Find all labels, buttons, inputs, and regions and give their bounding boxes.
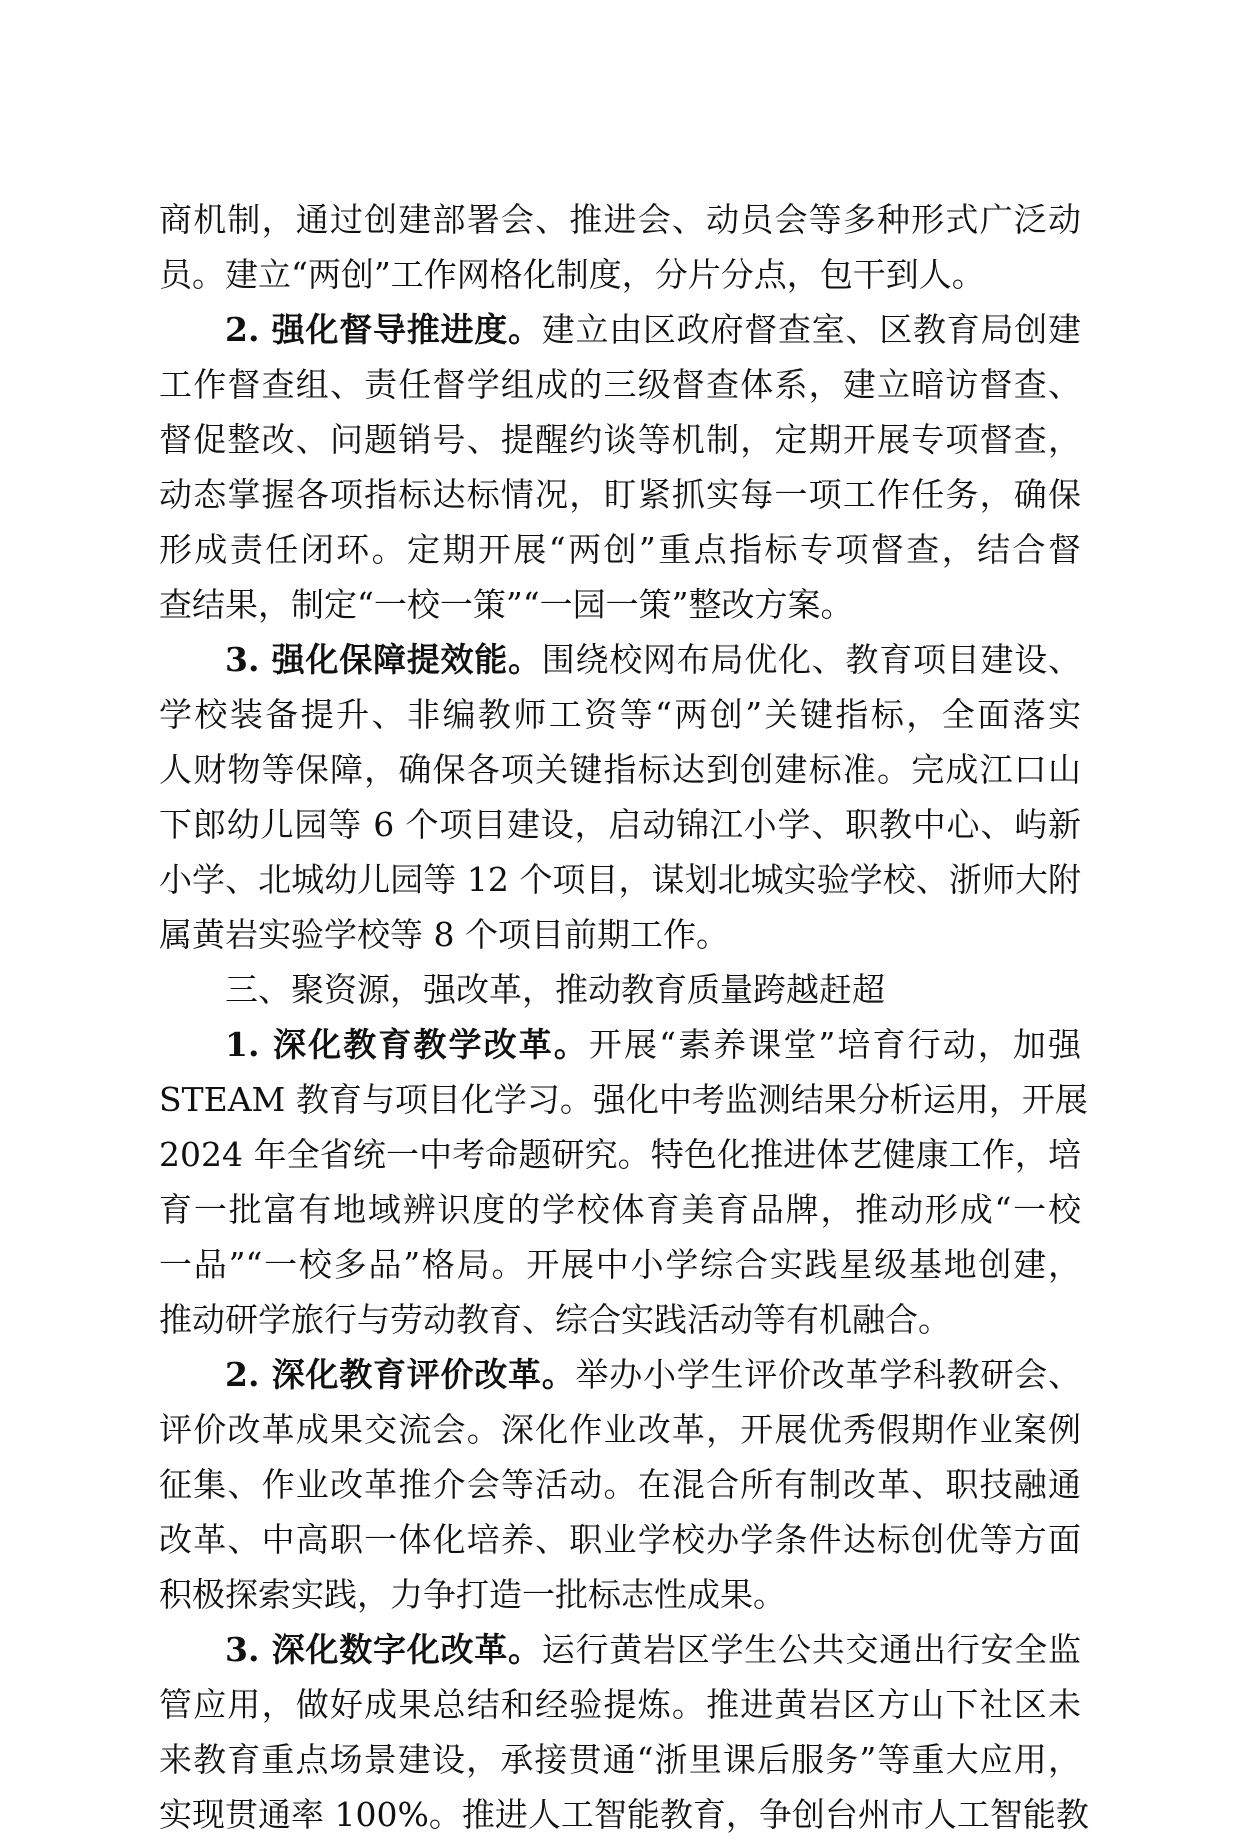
text-line: 小学、北城幼儿园等 12 个项目，谋划北城实验学校、浙师大附 (159, 860, 1081, 899)
text-line: 管应用，做好成果总结和经验提炼。推进黄岩区方山下社区未 (159, 1685, 1081, 1724)
text-line: 学校装备提升、非编教师工资等“两创”关键指标，全面落实 (159, 695, 1081, 734)
text-line: 积极探索实践，力争打造一批标志性成果。 (159, 1575, 786, 1614)
text-line (159, 632, 1081, 687)
paragraph-lead: 3. 深化数字化改革。 (225, 1630, 542, 1669)
text-line: 来教育重点场景建设，承接贯通“浙里课后服务”等重大应用， (159, 1740, 1081, 1779)
text-line: 一品”“一校多品”格局。开展中小学综合实践星级基地创建， (159, 1245, 1081, 1284)
text-line: 下郎幼儿园等 6 个项目建设，启动锦江小学、职教中心、屿新 (159, 805, 1081, 844)
paragraph-text: 举办小学生评价改革学科教研会、 (575, 1355, 1081, 1394)
document-page (159, 192, 1089, 1842)
section-heading: 三、聚资源，强改革，推动教育质量跨越赶超 (225, 970, 885, 1009)
text-line: 推动研学旅行与劳动教育、综合实践活动等有机融合。 (159, 1300, 951, 1339)
text-line (159, 302, 1081, 357)
text-line (159, 1347, 1081, 1402)
text-line: 查结果，制定“一校一策”“一园一策”整改方案。 (159, 585, 854, 624)
text-line: 工作督查组、责任督学组成的三级督查体系，建立暗访督查、 (159, 365, 1081, 404)
text-line: 动态掌握各项指标达标情况，盯紧抓实每一项工作任务，确保 (159, 475, 1081, 514)
text-line: 2024 年全省统一中考命题研究。特色化推进体艺健康工作，培 (159, 1135, 1081, 1174)
text-line: 实现贯通率 100%。推进人工智能教育，争创台州市人工智能教 (159, 1795, 1089, 1834)
text-line: 人财物等保障，确保各项关键指标达到创建标准。完成江口山 (159, 750, 1081, 789)
text-line: 督促整改、问题销号、提醒约谈等机制，定期开展专项督查， (159, 420, 1081, 459)
text-line: 形成责任闭环。定期开展“两创”重点指标专项督查，结合督 (159, 530, 1081, 569)
text-line: 评价改革成果交流会。深化作业改革，开展优秀假期作业案例 (159, 1410, 1081, 1449)
text-line (159, 1622, 1081, 1677)
text-line: 改革、中高职一体化培养、职业学校办学条件达标创优等方面 (159, 1520, 1081, 1559)
paragraph-lead: 2. 深化教育评价改革。 (225, 1355, 576, 1394)
paragraph-lead: 2. 强化督导推进度。 (225, 310, 542, 349)
text-line: 商机制，通过创建部署会、推进会、动员会等多种形式广泛动 (159, 200, 1081, 239)
text-line: STEAM 教育与项目化学习。强化中考监测结果分析运用，开展 (159, 1080, 1088, 1119)
text-line: 征集、作业改革推介会等活动。在混合所有制改革、职技融通 (159, 1465, 1081, 1504)
paragraph-text: 运行黄岩区学生公共交通出行安全监 (541, 1630, 1081, 1669)
paragraph-lead: 3. 强化保障提效能。 (225, 640, 542, 679)
text-line: 员。建立“两创”工作网格化制度，分片分点，包干到人。 (159, 255, 985, 294)
text-line (159, 1017, 1081, 1072)
paragraph-text: 开展“素养课堂”培育行动，加强 (588, 1025, 1081, 1064)
text-line: 育一批富有地域辨识度的学校体育美育品牌，推动形成“一校 (159, 1190, 1081, 1229)
paragraph-text: 围绕校网布局优化、教育项目建设、 (541, 640, 1081, 679)
text-line: 属黄岩实验学校等 8 个项目前期工作。 (159, 915, 729, 954)
paragraph-text: 建立由区政府督查室、区教育局创建 (541, 310, 1081, 349)
paragraph-lead: 1. 深化教育教学改革。 (225, 1025, 589, 1064)
